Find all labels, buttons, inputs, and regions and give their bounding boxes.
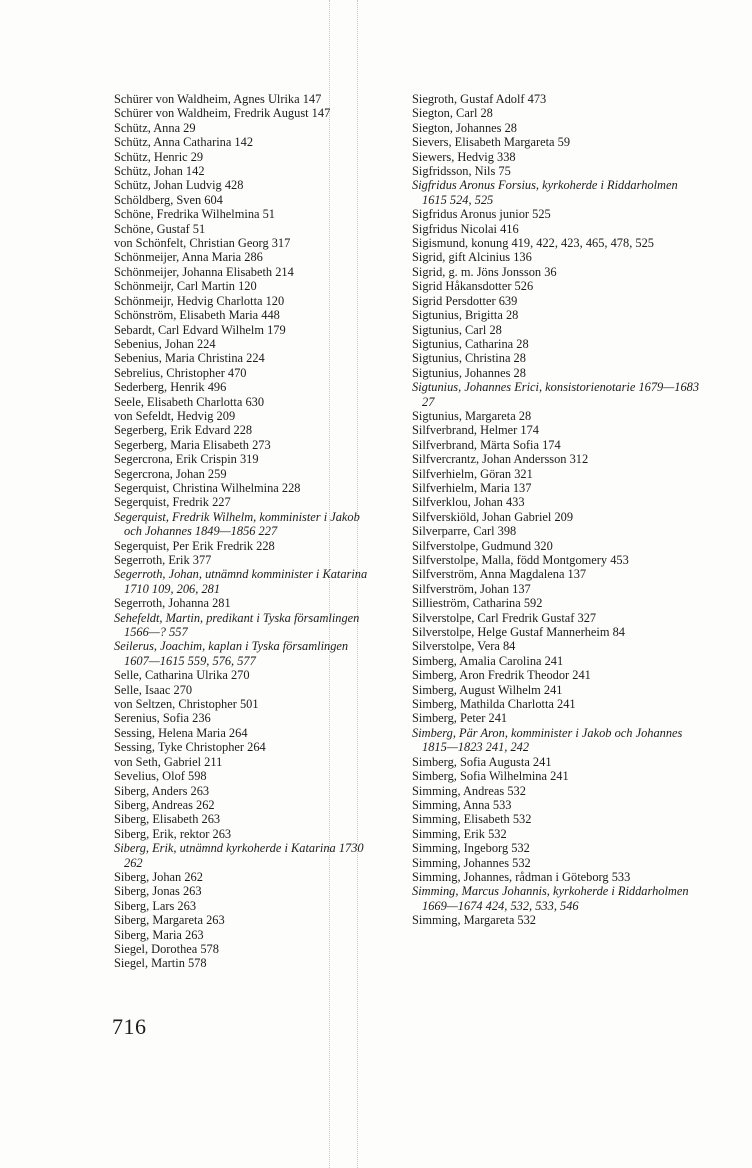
index-entry: Sigtunius, Johannes 28 [412,365,526,380]
index-entry: Siberg, Maria 263 [114,927,204,942]
index-entry: Silverstolpe, Carl Fredrik Gustaf 327 [412,610,597,625]
index-entry: von Seth, Gabriel 211 [114,754,223,769]
index-entry: Schöldberg, Sven 604 [114,192,223,207]
index-column-right [412,92,702,928]
index-entry: Sievers, Elisabeth Margareta 59 [412,135,571,150]
index-entry: Simming, Johannes, rådman i Göteborg 533 [412,869,631,884]
index-entry: Silfverström, Anna Magdalena 137 [412,567,587,582]
index-entry: Schütz, Henric 29 [114,149,204,164]
index-entry: Segerroth, Erik 377 [114,553,212,567]
index-entry: Sigfridus Aronus Forsius, kyrkoherde i Riddarholmen 1615 524, 525 [412,178,678,207]
index-entry: Sevelius, Olof 598 [114,769,207,784]
index-entry: Seilerus, Joachim, kaplan i Tyska församlingen 1607—1615 559, 576, 577 [114,639,349,668]
index-entry: Siberg, Erik, rektor 263 [114,826,232,841]
index-entry: Schönmeijr, Hedvig Charlotta 120 [114,293,285,308]
index-entry: Siberg, Anders 263 [114,783,210,798]
index-entry: Siberg, Erik, utnämnd kyrkoherde i Katarina 1730 262 [114,841,364,870]
index-entry: Schönmeijer, Anna Maria 286 [114,250,263,265]
index-entry: Simming, Anna 533 [412,797,512,812]
index-entry: Simberg, Mathilda Charlotta 241 [412,697,576,712]
index-entry: Siegton, Carl 28 [412,106,493,121]
index-entry: Siberg, Johan 262 [114,869,203,884]
index-entry: Silverparre, Carl 398 [412,524,517,539]
index-entry: Simming, Elisabeth 532 [412,812,532,827]
index-entry: Sederberg, Henrik 496 [114,380,227,395]
index-entry: Sebrelius, Christopher 470 [114,365,247,380]
index-entry: Sebenius, Johan 224 [114,336,216,351]
index-entry: Sebardt, Carl Edvard Wilhelm 179 [114,322,286,337]
index-entry: Simming, Margareta 532 [412,913,537,928]
index-entry: Segerquist, Fredrik 227 [114,495,231,510]
index-entry: von Schönfelt, Christian Georg 317 [114,236,291,251]
index-entry: Schöne, Fredrika Wilhelmina 51 [114,207,276,222]
index-entry: Segercrona, Erik Crispin 319 [114,452,259,467]
index-entry: Schönström, Elisabeth Maria 448 [114,308,280,323]
index-entry: Schürer von Waldheim, Fredrik August 147 [114,106,331,121]
index-entry: Segerroth, Johanna 281 [114,596,231,611]
index-entry: Schöne, Gustaf 51 [114,221,206,236]
index-entry: Siberg, Elisabeth 263 [114,812,221,827]
index-entry: Siberg, Lars 263 [114,898,197,913]
index-entry: Sigfridus Nicolai 416 [412,221,519,236]
index-entry: Simberg, Sofia Wilhelmina 241 [412,769,569,784]
index-entry: Sigrid Håkansdotter 526 [412,279,534,294]
index-entry: Siberg, Margareta 263 [114,913,225,928]
index-entry: Simberg, Aron Fredrik Theodor 241 [412,668,591,683]
index-entry: Silfverhielm, Maria 137 [412,480,532,495]
index-entry: Simberg, Peter 241 [412,711,508,726]
index-entry: Schütz, Anna Catharina 142 [114,135,254,150]
index-entry: Sessing, Tyke Christopher 264 [114,740,266,755]
index-entry: Siegton, Johannes 28 [412,120,517,135]
index-column-left [114,92,372,971]
index-entry: Silfverbrand, Helmer 174 [412,423,539,438]
index-entry: Sigrid, g. m. Jöns Jonsson 36 [412,264,557,279]
index-entry: Silfverstolpe, Malla, född Montgomery 453 [412,553,629,567]
index-entry: Simberg, Amalia Carolina 241 [412,653,564,668]
index-entry: Silfverstolpe, Gudmund 320 [412,538,553,553]
index-entry: Sigfridus Aronus junior 525 [412,207,551,222]
index-entry: Simming, Marcus Johannis, kyrkoherde i Riddarholmen 1669—1674 424, 532, 533, 546 [412,884,689,913]
index-entry: Siegel, Martin 578 [114,956,207,971]
index-entry: Silfverström, Johan 137 [412,581,531,596]
index-entry: Schütz, Johan 142 [114,164,205,179]
index-entry: Sigismund, konung 419, 422, 423, 465, 478, 525 [412,236,654,251]
index-entry: Silfverskiöld, Johan Gabriel 209 [412,509,574,524]
index-entry: Silverstolpe, Helge Gustaf Mannerheim 84 [412,625,626,640]
index-entry: Sigrid, gift Alcinius 136 [412,250,532,265]
index-entry: Simming, Johannes 532 [412,855,531,870]
index-entry: Silfverhielm, Göran 321 [412,466,533,481]
index-entry: Segerquist, Christina Wilhelmina 228 [114,480,301,495]
index-entry: Silfverbrand, Märta Sofia 174 [412,437,561,452]
index-entry: Siberg, Andreas 262 [114,797,215,812]
index-entry: Selle, Catharina Ulrika 270 [114,668,250,683]
index-entry: Segercrona, Johan 259 [114,466,227,481]
index-entry: Segerberg, Maria Elisabeth 273 [114,437,271,452]
index-entry: Simberg, August Wilhelm 241 [412,682,563,697]
index-entry: Segerquist, Per Erik Fredrik 228 [114,538,275,553]
index-entry: Schütz, Anna 29 [114,120,196,135]
index-entry: Segerroth, Johan, utnämnd komminister i Katarina 1710 109, 206, 281 [114,567,368,596]
index-entry: Sehefeldt, Martin, predikant i Tyska församlingen 1566—? 557 [114,610,360,640]
index-entry: Sigtunius, Johannes Erici, konsistorienotarie 1679—1683 27 [412,380,700,409]
index-entry: Sillieström, Catharina 592 [412,596,543,611]
index-entry: Simming, Erik 532 [412,826,507,841]
index-entry: Sigtunius, Carl 28 [412,322,502,337]
index-entry: Siberg, Jonas 263 [114,884,202,899]
index-entry: Sigtunius, Christina 28 [412,351,526,366]
index-entry: Schönmeijer, Johanna Elisabeth 214 [114,264,294,279]
page-number: 716 [112,1014,147,1039]
index-entry: Silfverklou, Johan 433 [412,495,525,510]
index-entry: Seele, Elisabeth Charlotta 630 [114,394,265,409]
index-entry: Simberg, Pär Aron, komminister i Jakob och Johannes 1815—1823 241, 242 [412,725,683,755]
index-entry: Simming, Ingeborg 532 [412,841,530,856]
index-entry: Selle, Isaac 270 [114,682,193,697]
index-entry: Siegel, Dorothea 578 [114,941,219,956]
index-entry: Sebenius, Maria Christina 224 [114,351,265,366]
index-entry: Segerberg, Erik Edvard 228 [114,423,253,438]
index-entry: Sessing, Helena Maria 264 [114,725,248,740]
index-entry: Siewers, Hedvig 338 [412,149,516,164]
index-entry: von Seltzen, Christopher 501 [114,697,259,712]
index-entry: Sigfridsson, Nils 75 [412,164,511,179]
index-entry: Silfvercrantz, Johan Andersson 312 [412,452,589,467]
index-entry: Simming, Andreas 532 [412,783,526,798]
index-entry: Schürer von Waldheim, Agnes Ulrika 147 [114,92,322,106]
index-entry: Sigtunius, Brigitta 28 [412,308,519,323]
index-entry: Simberg, Sofia Augusta 241 [412,754,552,769]
index-entry: Silverstolpe, Vera 84 [412,639,516,654]
index-entry: von Sefeldt, Hedvig 209 [114,408,236,423]
index-entry: Sigtunius, Margareta 28 [412,408,532,423]
index-entry: Schütz, Johan Ludvig 428 [114,178,244,193]
index-entry: Sigtunius, Catharina 28 [412,336,529,351]
index-entry: Serenius, Sofia 236 [114,711,211,726]
index-entry: Schönmeijr, Carl Martin 120 [114,279,257,294]
index-entry: Segerquist, Fredrik Wilhelm, komminister i Jakob och Johannes 1849—1856 227 [114,509,360,539]
index-entry: Sigrid Persdotter 639 [412,293,518,308]
index-entry: Siegroth, Gustaf Adolf 473 [412,92,547,106]
